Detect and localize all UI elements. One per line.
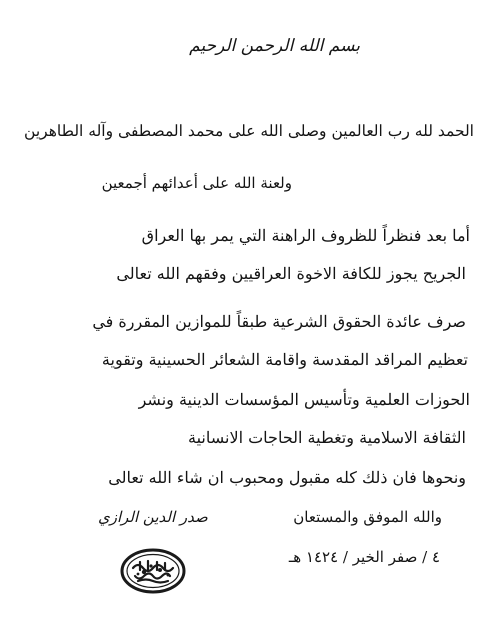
letter-line-6: تعظيم المراقد المقدسة واقامة الشعائر الحسينية وتقوية (101, 350, 468, 369)
letter-line-5: صرف عائدة الحقوق الشرعية طبقاً للموازين المقررة في (92, 312, 466, 331)
letter-line-3: أما بعد فنظراً للظروف الراهنة التي يمر بها العراق (141, 226, 470, 245)
seal-calligraphy (133, 561, 173, 583)
letter-line-9: ونحوها فان ذلك كله مقبول ومحبوب ان شاء الله تعالى (108, 468, 466, 487)
date-line: ٤ / صفر الخير / ١٤٢٤ هـ (288, 548, 440, 566)
closing-phrase: والله الموفق والمستعان (293, 508, 442, 526)
signature: صدر الدين الرازي (98, 508, 208, 526)
seal-outer-ring (122, 550, 184, 592)
letter-line-2: ولعنة الله على أعدائهم أجمعين (101, 174, 292, 192)
letter-line-7: الحوزات العلمية وتأسيس المؤسسات الدينية ونشر (138, 390, 470, 409)
official-seal (120, 548, 186, 594)
letter-line-4: الجريح يجوز للكافة الاخوة العراقيين وفقهم الله تعالى (116, 264, 466, 283)
basmala: بسم الله الرحمن الرحيم (189, 36, 360, 56)
letter-line-8: الثقافة الاسلامية وتغطية الحاجات الانسانية (188, 428, 466, 447)
letter-line-1: الحمد لله رب العالمين وصلى الله على محمد المصطفى وآله الطاهرين (24, 122, 474, 140)
